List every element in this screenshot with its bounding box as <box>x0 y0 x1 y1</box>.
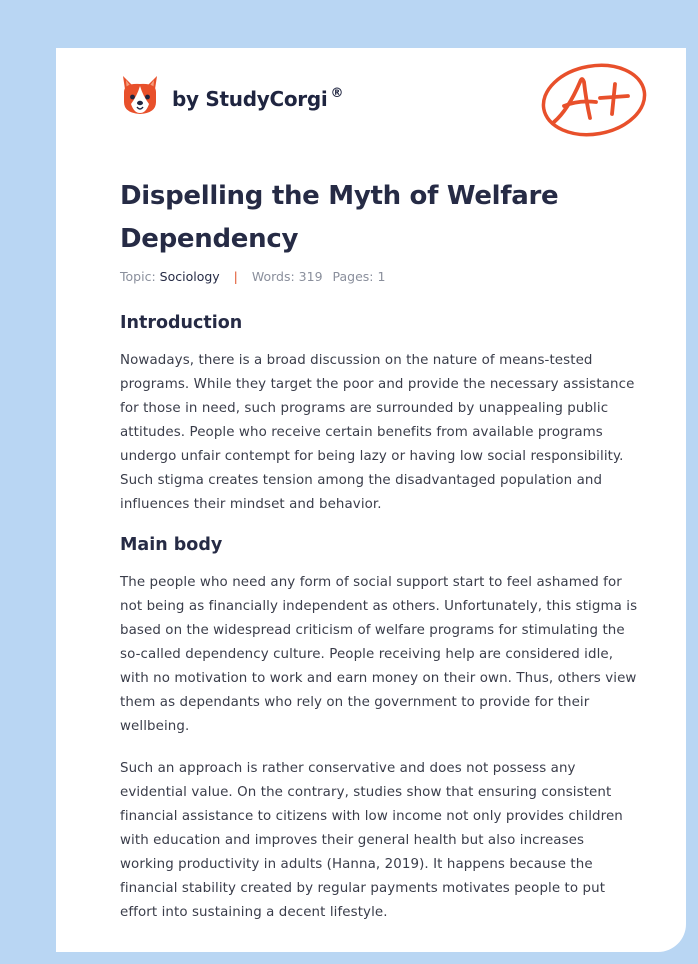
document-meta <box>120 269 385 284</box>
section-heading-main-body: Main body <box>120 535 223 555</box>
paragraph-main-body-1: The people who need any form of social support start to feel ashamed for not being as financially independent as others. Unfortunately, this stigma is based on the widespread criticism of welfare programs for stimulating the so-called dependency culture. People receiving help are considered idle, with no motivation to work and earn money on their own. Thus, others view them as dependants who rely on the government to provide for their wellbeing. <box>120 575 638 734</box>
registered-mark: ® <box>330 85 344 101</box>
studycorgi-logo[interactable] <box>120 74 343 116</box>
topic-link[interactable]: Sociology <box>159 269 220 284</box>
page-count: Pages: 1 <box>332 269 386 284</box>
topic-label: Topic: <box>120 269 156 284</box>
page-title: Dispelling the Myth of Welfare Dependency <box>120 181 559 254</box>
a-plus-grade-icon <box>538 60 650 144</box>
corgi-logo-icon <box>120 74 160 116</box>
brand-name: by StudyCorgi ® <box>172 85 344 111</box>
paragraph-introduction: Nowadays, there is a broad discussion on the nature of means-tested programs. While they target the poor and provide the necessary assistance for those in need, such programs are surrounded by unappealing public attitudes. People who receive certain benefits from available programs undergo unfair contempt for being lazy or having low social responsibility. Such stigma creates tension among the disadvantaged population and influences their mindset and behavior. <box>120 353 635 512</box>
paragraph-main-body-2: Such an approach is rather conservative and does not possess any evidential value. On the contrary, studies show that ensuring consistent financial assistance to citizens with low income not only provides children with education and improves their general health but also increases working productivity in adults (Hanna, 2019). It happens because the financial stability created by regular payments motivates people to put effort into sustaining a decent lifestyle. <box>120 761 623 920</box>
document-page <box>56 48 686 952</box>
meta-separator: | <box>233 269 238 284</box>
word-count: Words: 319 <box>251 269 323 284</box>
section-heading-introduction: Introduction <box>120 313 243 333</box>
